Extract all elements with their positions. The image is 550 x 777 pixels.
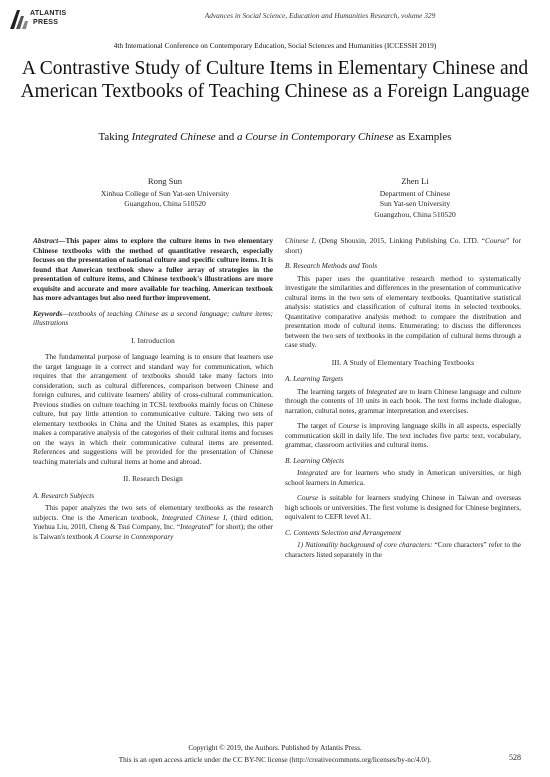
book-title: Integrated Chinese I bbox=[161, 512, 226, 522]
subtitle-book1: Integrated Chinese bbox=[131, 131, 216, 143]
copyright-footer: Copyright © 2019, the Authors. Published by Atlantis Press. bbox=[188, 744, 362, 752]
subsection-heading: C. Contents Selection and Arrangement bbox=[285, 527, 401, 537]
abstract bbox=[33, 236, 273, 303]
author-address: Guangzhou, China 510520 bbox=[124, 199, 206, 209]
right-column bbox=[285, 236, 521, 565]
paper-title: A Contrastive Study of Culture Items in Elementary Chinese and American Textbooks of Teaching Chinese as a Foreign Language bbox=[20, 58, 530, 102]
section-heading: III. A Study of Elementary Teaching Textbooks bbox=[331, 357, 475, 367]
paragraph: This paper uses the quantitative research method to systematically investigate the similarities and differences in the presentation of communicative cultural items in the two sets of elementary textbooks. Quantitative statistical analysis: statistics and classification of cultural items in selected textbooks. Quantitative comparative analysis method: to compare the distribution and presentation mode of cultural items. Enumerating: to discuss the differences between the two sets of textbooks in the compilation of cultural items through a case study. bbox=[285, 273, 521, 349]
publisher-name-line1: ATLANTIS bbox=[30, 10, 67, 17]
book-title: Chinese I bbox=[285, 236, 315, 245]
subsection-heading: A. Research Subjects bbox=[33, 490, 95, 500]
text-run: ” for short) bbox=[285, 236, 522, 255]
author-block bbox=[320, 176, 510, 220]
book-title: Integrated bbox=[297, 468, 328, 477]
text-run: The target of bbox=[297, 421, 339, 430]
paragraph bbox=[285, 540, 521, 559]
book-title: Integrated bbox=[180, 522, 211, 531]
keywords-label: Keywords bbox=[33, 308, 63, 318]
author-address: Guangzhou, China 510520 bbox=[374, 209, 456, 219]
text-run: 1) Nationality background of core characters: bbox=[297, 540, 435, 549]
keywords-text: —textbooks of teaching Chinese as a second language; culture items; illustrations bbox=[33, 308, 273, 327]
paper-subtitle bbox=[20, 131, 530, 143]
author-affiliation: Department of Chinese bbox=[379, 189, 451, 199]
text-run: , (Deng Shouxin, 2015, Linking Publishing Co. LTD. “ bbox=[314, 236, 486, 245]
author-block bbox=[70, 176, 260, 210]
book-title: Course bbox=[485, 236, 507, 245]
book-title: A Course in Contemporary bbox=[94, 531, 174, 541]
left-column bbox=[33, 236, 273, 547]
section-heading: I. Introduction bbox=[131, 335, 175, 345]
subtitle-pre: Taking bbox=[98, 131, 132, 143]
journal-header: Advances in Social Science, Education and Humanities Research, volume 329 bbox=[204, 11, 436, 20]
subsection-heading: B. Research Methods and Tools bbox=[285, 261, 378, 270]
book-title: Course bbox=[297, 493, 319, 502]
publisher-logo bbox=[8, 5, 70, 35]
subtitle-book2: a Course in Contemporary Chinese bbox=[237, 131, 394, 143]
text-run: is suitable for learners studying Chinese in Taiwan and overseas high schools or universities. The first volume is designed for Chinese beginners, equivalent to CEFR level A1. bbox=[285, 493, 521, 521]
conference-header: 4th International Conference on Contemporary Education, Social Sciences and Humanities (ICCESSH 2019) bbox=[113, 41, 437, 50]
text-run: “Core characters” refer to the characters listed separately in the bbox=[285, 540, 522, 559]
atlantis-logo-icon bbox=[8, 7, 30, 31]
section-heading: II. Research Design bbox=[123, 474, 183, 483]
author-name: Rong Sun bbox=[147, 176, 183, 186]
paragraph bbox=[285, 468, 521, 487]
paragraph bbox=[33, 503, 273, 541]
text-run: is improving language skills in all aspects, especially communication skill in daily life. The text includes five parts: text, vocabulary, grammar, classroom activities and cultural items. bbox=[285, 421, 521, 449]
author-affiliation: Sun Yat-sen University bbox=[379, 199, 451, 209]
author-name: Zhen Li bbox=[401, 176, 429, 186]
page-number: 528 bbox=[509, 753, 521, 762]
book-title: Course bbox=[338, 421, 360, 430]
subtitle-mid: and bbox=[215, 131, 238, 143]
book-title: Integrated bbox=[366, 386, 397, 396]
abstract-label: Abstract bbox=[33, 236, 59, 245]
publisher-name-line2: PRESS bbox=[33, 19, 59, 26]
author-affiliation: Xinhua College of Sun Yat-sen University bbox=[100, 189, 230, 199]
abstract-text: —This paper aims to explore the culture items in two elementary Chinese textbooks with the method of quantitative research, especially focuses on the presentation of national culture and specific culture items. It is found that American textbook show a fuller array of strategies in the presentation of culture items, and Chinese textbook's illustrations are more exquisite and accurate and more available for teaching. American textbook has more advantages but also need further improvement. bbox=[33, 236, 273, 302]
paragraph: The fundamental purpose of language learning is to ensure that learners use the target language in a correct and standard way for communication, which requires that the arrangement of textbooks should take many factors into consideration, such as cultural differences, comparison between Chinese and foreign cultures, and cultivate learners' ability of cross-cultural communication. Previous studies on culture teaching in TCSL textbooks mainly focus on Chinese culture, but pay little attention to communicative culture. Taking two sets of elementary textbooks in China and the United States as examples, this paper makes a comparative analysis of the categories of their cultural items and focuses on the ways in which their communicative cultural items are presented. References and suggestions will be provided for the presentation of Chinese teaching materials and cultural items at home and abroad. bbox=[33, 352, 273, 466]
text-run: , (third edition, Yuehua Liu, 2010, Cheng & Tsui Company, Inc. “ bbox=[33, 512, 273, 531]
text-run: This paper analyzes the two sets of elementary textbooks as the research subjects. One is the American textbook, bbox=[33, 503, 273, 522]
paragraph bbox=[285, 387, 521, 416]
subtitle-post: as Examples bbox=[393, 131, 452, 143]
paragraph bbox=[285, 493, 521, 522]
paragraph bbox=[285, 236, 521, 255]
text-run: ” for short); the other is Taiwan's textbook bbox=[33, 522, 273, 541]
subsection-heading: A. Learning Targets bbox=[285, 374, 344, 383]
license-footer[interactable]: This is an open access article under the CC BY-NC license (http://creativecommons.org/licenses/by-nc/4.0/). bbox=[118, 756, 432, 764]
text-run: The learning targets of bbox=[297, 386, 367, 396]
subsection-heading: B. Learning Objects bbox=[285, 455, 344, 465]
paragraph bbox=[285, 421, 521, 450]
keywords bbox=[33, 309, 273, 328]
text-run: are to learn Chinese language and culture through the contents of 10 units in each book. The text forms include dialogue, narration, cultural notes, grammar interpretation and exercises. bbox=[285, 386, 521, 415]
text-run: are for learners who study in American universities, or high school learners in America. bbox=[285, 468, 521, 487]
